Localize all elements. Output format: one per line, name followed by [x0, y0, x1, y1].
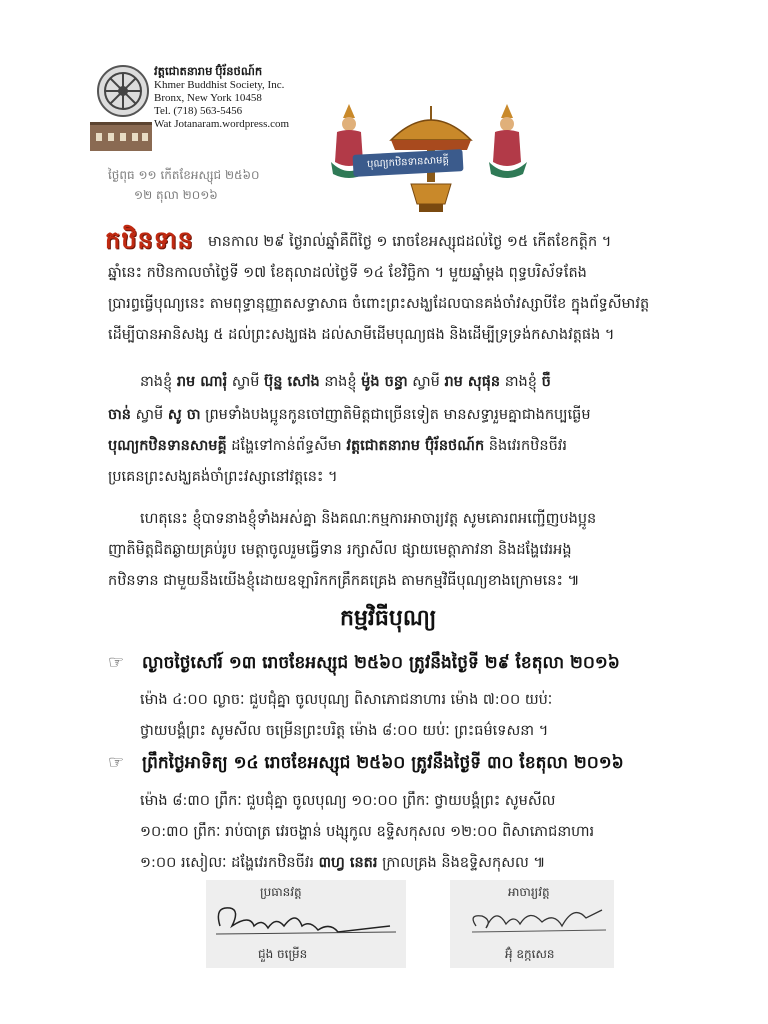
- donor-name: សូ ចា: [167, 407, 201, 423]
- left-signature-icon: [210, 896, 400, 942]
- ceremony-name: បុណ្យកឋិនទានសាមគ្គី: [108, 438, 227, 454]
- org-name: Khmer Buddhist Society, Inc.: [154, 79, 285, 91]
- day2-line1: ម៉ោង ៨:៣០ ព្រឹកៈ ជួបជុំគ្នា ចូលបុណ្យ ១០:០០ ព្រឹកៈ ថ្វាយបង្គំព្រះ សូមសីល: [140, 793, 556, 809]
- para1-line2: ឆ្នាំនេះ កឋិនកាលចាំថ្ងៃទី ១៧ ខែតុលាដល់ថ្ងៃទី ១៤ ខែវិច្ឆិកា ។ មួយឆ្នាំម្តង ពុទ្ធបរិស័ទតែង: [108, 265, 587, 281]
- donor-name: រាម សុផុន: [444, 374, 501, 390]
- day1-line1: ម៉ោង ៤:០០ ល្ងាចៈ ជួបជុំគ្នា ចូលបុណ្យ ពិសាភោជនាហារ ម៉ោង ៧:០០ យប់ៈ: [140, 692, 553, 708]
- deva-figure-icon: [489, 104, 527, 178]
- text: នាងខ្ញុំ: [324, 374, 357, 390]
- day1-heading: ល្ងាចថ្ងៃសៅរ៍ ១៣ រោចខែអស្សុជ ២៥៦០ ត្រូវនឹងថ្ងៃទី ២៩ ខែតុលា ២០១៦: [142, 653, 620, 673]
- para3-line1: ហេតុនេះ ខ្ញុំបាទនាងខ្ញុំទាំងអស់គ្នា និងគណៈកម្មការអាចារ្យវត្ត សូមគោរពអញ្ជើញបងប្អូន: [140, 511, 597, 527]
- date-lunar: ថ្ងៃពុធ ១១ កើតខែអស្សុជ ២៥៦០: [108, 168, 260, 182]
- day2-heading: ព្រឹកថ្ងៃអាទិត្យ ១៤ រោចខែអស្សុជ ២៥៦០ ត្រូវនឹងថ្ងៃទី ៣០ ខែតុលា ២០១៦: [142, 753, 624, 773]
- para2-line2: [108, 406, 591, 427]
- text: ក្រាលគ្រង និងឧទ្ទិសកុសល ៕: [382, 855, 546, 871]
- para2-line1: [140, 373, 551, 394]
- para2-line4: ប្រគេនព្រះសង្ឃគង់ចាំព្រះវស្សានៅវត្តនេះ ។: [108, 469, 338, 485]
- para3-line2: ញាតិមិត្តជិតឆ្ងាយគ្រប់រូប មេត្តាចូលរួមធ្វើទាន រក្សាសីល ផ្សាយមេត្តាភាវនា និងដង្ហែវេរអង្គ: [108, 542, 572, 558]
- text: ស្វាមី: [135, 407, 164, 423]
- left-signer-name: ជួង ចម្រើន: [258, 947, 308, 961]
- para3-line3: កឋិនទាន ជាមួយនឹងយើងខ្ញុំដោយឧឡារិកកគ្រឹកគគ្រេង តាមកម្មវិធីបុណ្យខាងក្រោមនេះ ៕: [108, 573, 580, 589]
- donor-name: ចាន់: [108, 407, 132, 423]
- right-signature-icon: [462, 896, 612, 942]
- text: ១:០០ រសៀលៈ ដង្ហែវេរកឋិនចីវរ: [140, 855, 315, 871]
- organization-info: [154, 66, 289, 131]
- banner-caption: បុណ្យកឋិនទានសាមគ្គី: [352, 149, 463, 177]
- temple-name: វត្តជោតនារាម ប៊ុំរ័នថណ៍ក: [346, 438, 485, 454]
- date-solar: ១២ តុលា ២០១៦: [134, 188, 218, 202]
- left-signer-role: ប្រធានវត្ត: [260, 885, 302, 899]
- donor-name: ចឺ: [541, 374, 551, 390]
- text: ស្វាមី: [231, 374, 260, 390]
- day1-line2: ថ្វាយបង្គំព្រះ សូមសីល ចម្រើនព្រះបរិត្ត ម៉ោង ៨:០០ យប់ៈ ព្រះធម៌ទេសនា ។: [140, 723, 549, 739]
- donor-name: ប៊ុន្ន សៅង: [264, 374, 320, 390]
- kathina-title-word: កឋិនទាន: [105, 226, 194, 254]
- para1-line3: ប្រារព្ធធ្វើបុណ្យនេះ តាមពុទ្ធានុញ្ញាតសទ្ធាសាធ ចំពោះព្រះសង្ឃដែលបានគង់ចាំវស្សាបីខែ ក្នុងព័ទ្ធសីមាវត្ត: [108, 296, 650, 312]
- org-phone: Tel. (718) 563-5456: [154, 105, 243, 117]
- para2-line3: [108, 437, 567, 458]
- para1-line4: ដើម្បីបានអានិសង្ស ៥ ដល់ព្រះសង្ឃផង ដល់សាមីដើមបុណ្យផង និងដើម្បីទ្រទ្រង់កសាងវត្តផង ។: [108, 327, 615, 343]
- day2-line2: ១០:៣០ ព្រឹកៈ រាប់បាត្រ វេរចង្ហាន់ បង្សុកូល ឧទ្ទិសកុសល ១២:០០ ពិសាភោជនាហារ: [140, 824, 595, 840]
- day2-line3: [140, 854, 545, 875]
- text: និងវេរកឋិនចីវរ: [488, 438, 568, 454]
- right-signer-name: អ៊ុំ ឧក្កសេន: [505, 947, 555, 961]
- robe-count: ៣ហ្វ នេតរ: [318, 855, 378, 871]
- text: ព្រមទាំងបងប្អូនកូនចៅញាតិមិត្តជាច្រើនទៀត មានសទ្ធារួមគ្នាជាងកប្បធ្ងើម: [205, 407, 591, 423]
- text: ស្វាមី: [412, 374, 440, 390]
- program-title: កម្មវិធីបុណ្យ: [340, 606, 437, 631]
- temple-building-photo: [90, 122, 152, 151]
- donor-name: ម៉ូង ចន្ធា: [361, 374, 408, 390]
- org-website: Wat Jotanaram.wordpress.com: [154, 118, 290, 130]
- right-signer-role: អាចារ្យវត្ត: [508, 885, 550, 899]
- donor-name: រាម ណារុំ: [176, 374, 228, 390]
- pointing-hand-icon: ☞: [108, 752, 125, 773]
- pointing-hand-icon: ☞: [108, 652, 125, 673]
- text: នាងខ្ញុំ: [140, 374, 173, 390]
- org-name-khmer: វត្តជោតនារាម ប៊ុំរ័នថណ៍ក: [154, 66, 263, 78]
- para1-line1: មានកាល ២៩ ថ្ងៃរាល់ឆ្នាំគឺពីថ្ងៃ ១ រោចខែអស្សុជដល់ថ្ងៃ ១៥ កើតខែកត្តិក ។: [208, 234, 612, 250]
- text: ដង្ហែទៅកាន់ព័ទ្ធសីមា: [231, 438, 342, 454]
- dharma-wheel-icon: [96, 64, 150, 118]
- event-banner: [325, 100, 537, 218]
- text: នាងខ្ញុំ: [504, 374, 537, 390]
- org-address: Bronx, New York 10458: [154, 92, 262, 104]
- dharma-wheel-logo: [96, 64, 150, 118]
